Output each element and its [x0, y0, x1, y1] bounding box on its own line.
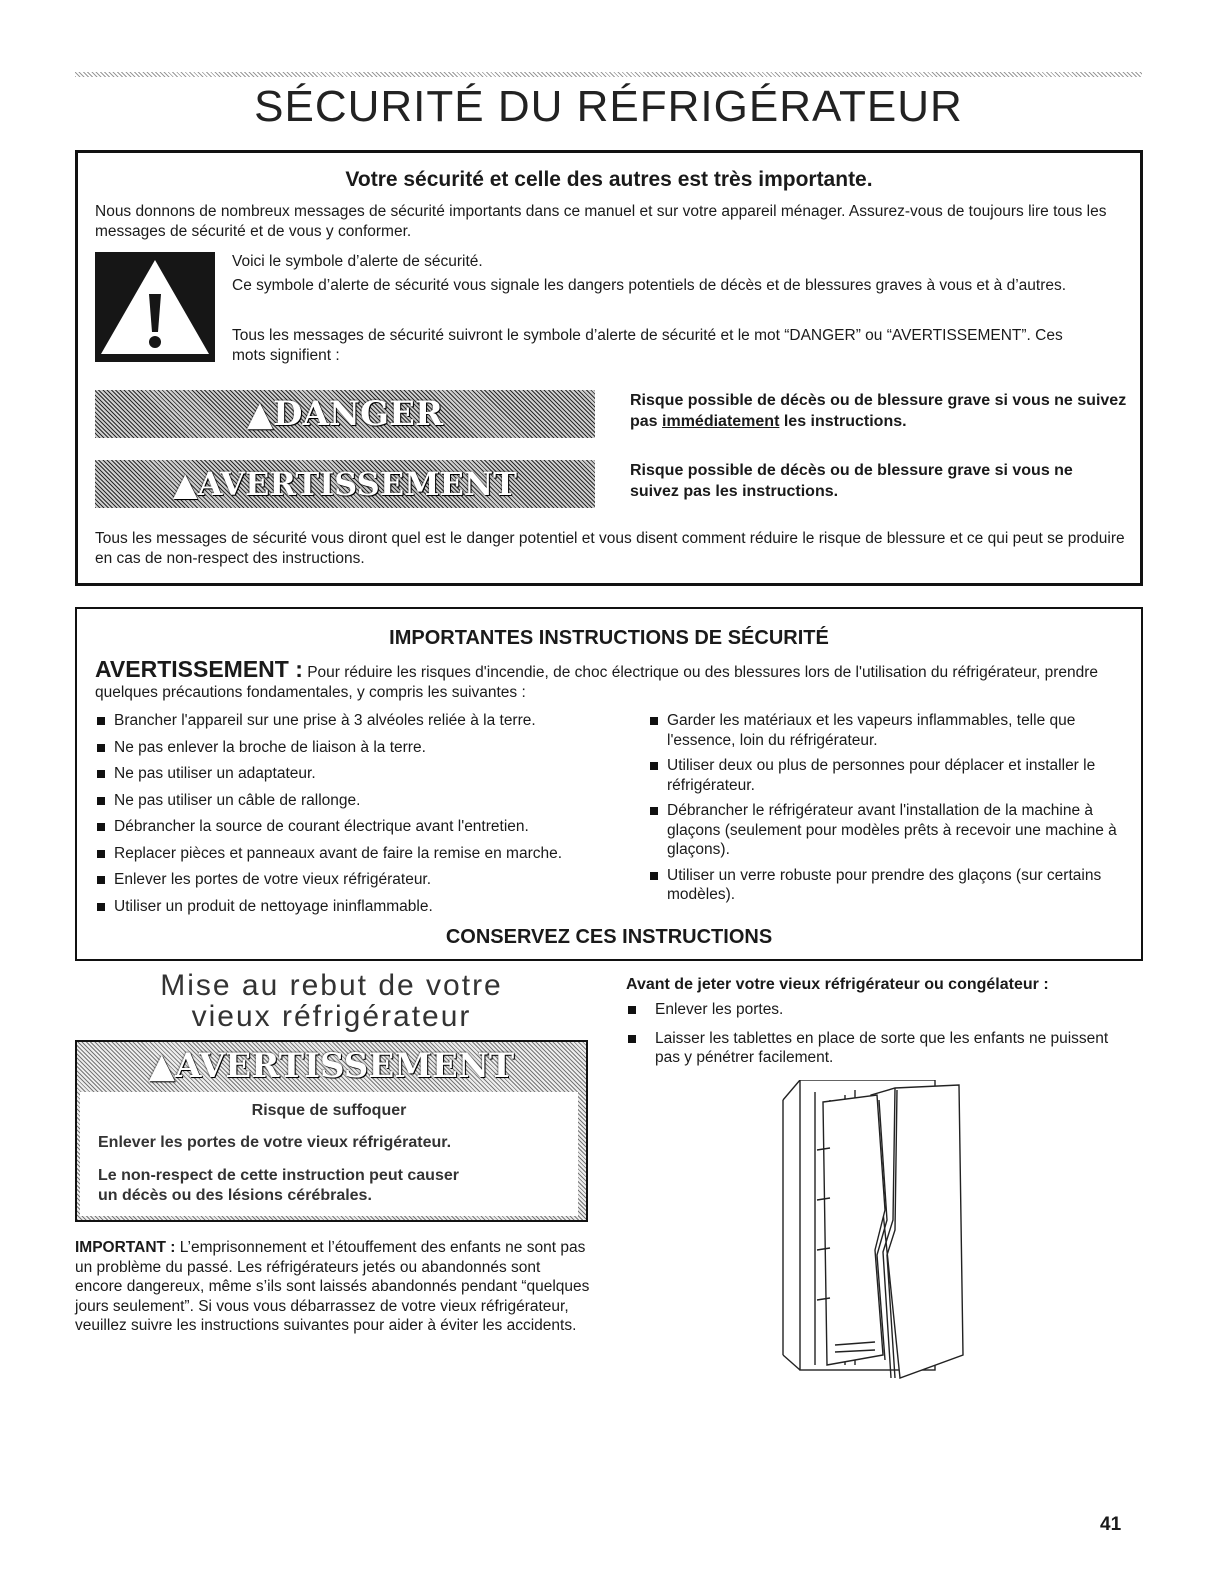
alert-triangle-icon: ▲ — [148, 1046, 175, 1086]
disposal-instruction: Enlever les portes de votre vieux réfrigérateur. — [98, 1134, 452, 1151]
left-instructions-list — [97, 711, 637, 916]
page-number: 41 — [1100, 1514, 1122, 1535]
warning-description: Risque possible de décès ou de blessure grave si vous ne suivez pas les instructions. — [630, 462, 1073, 500]
refrigerator-illustration — [775, 1080, 975, 1380]
alert-triangle-icon: ▲ — [246, 394, 273, 434]
list-item: Ne pas utiliser un adaptateur. — [97, 764, 637, 784]
safety-outro: Tous les messages de sécurité vous diront quel est le danger potentiel et vous disent comment réduire le risque de blessure et ce qui peut se produire en cas de non-respect des instructions. — [95, 530, 1125, 567]
list-item: Ne pas utiliser un câble de rallonge. — [97, 791, 637, 811]
warning-text: Pour réduire les risques d'incendie, de choc électrique ou des blessures lors de l'utilisation du réfrigérateur, prendre quelques précautions fondamentales, y compris les suivantes : — [95, 664, 1099, 701]
warning-banner — [95, 460, 595, 508]
list-item: Débrancher la source de courant électrique avant l'entretien. — [97, 817, 637, 837]
list-item: Débrancher le réfrigérateur avant l'installation de la machine à glaçons (seulement pour modèles prêts à recevoir une machine à glaçons). — [650, 801, 1120, 860]
right-instructions-list — [650, 711, 1120, 905]
disposal-heading: Mise au rebut de votre vieux réfrigérateur — [160, 969, 503, 1033]
disposal-warning-panel — [75, 1040, 588, 1222]
list-item: Garder les matériaux et les vapeurs inflammables, telle que l'essence, loin du réfrigérateur. — [650, 711, 1120, 750]
warning-triangle-icon — [95, 252, 215, 362]
safety-intro: Nous donnons de nombreux messages de sécurité importants dans ce manuel et sur votre appareil ménager. Assurez-vous de toujours lire tous les messages de sécurité et de vous y conformer. — [95, 203, 1107, 240]
top-rule — [75, 72, 1142, 77]
danger-banner — [95, 390, 595, 438]
alert-triangle-icon: ▲ — [173, 465, 198, 503]
instructions-heading: IMPORTANTES INSTRUCTIONS DE SÉCURITÉ — [389, 627, 829, 649]
safety-heading: Votre sécurité et celle des autres est très importante. — [345, 168, 873, 191]
refrigerator-icon — [775, 1080, 975, 1380]
list-item: Utiliser un produit de nettoyage ininflammable. — [97, 897, 637, 917]
disposal-consequence: Le non-respect de cette instruction peut causer un décès ou des lésions cérébrales. — [98, 1167, 459, 1204]
symbol-line: Voici le symbole d’alerte de sécurité. — [232, 253, 483, 270]
list-item: Laisser les tablettes en place de sorte que les enfants ne puissent pas y pénétrer facilement. — [628, 1029, 1118, 1068]
instructions-warning — [95, 656, 1125, 703]
symbol-description: Ce symbole d’alerte de sécurité vous signale les dangers potentiels de décès et de blessures graves à vous et à d’autres. — [232, 277, 1067, 294]
list-item: Utiliser un verre robuste pour prendre des glaçons (sur certains modèles). — [650, 866, 1120, 905]
warning-label: AVERTISSEMENT — [197, 465, 517, 503]
list-item: Utiliser deux ou plus de personnes pour déplacer et installer le réfrigérateur. — [650, 756, 1120, 795]
important-paragraph: IMPORTANT : L’emprisonnement et l’étouffement des enfants ne sont pas un problème du passé. Les réfrigérateurs jetés ou abandonnés sont encore dangereux, même s’ils sont laissés abandonnés pendant “quelques jours seulement”. Si vous vous débarrassez de votre vieux réfrigérateur, veuillez suivre les instructions suivantes pour aider à éviter les accidents. — [75, 1239, 590, 1334]
list-item: Ne pas enlever la broche de liaison à la terre. — [97, 738, 637, 758]
danger-description: Risque possible de décès ou de blessure grave si vous ne suivez pas immédiatement les instructions. — [630, 392, 1127, 430]
danger-label: DANGER — [273, 394, 444, 434]
disposal-warning-label: AVERTISSEMENT — [174, 1046, 515, 1086]
alert-symbol — [95, 252, 215, 362]
before-list — [628, 1000, 1118, 1068]
signal-words-description: Tous les messages de sécurité suivront le symbole d’alerte de sécurité et le mot “DANGER” ou “AVERTISSEMENT”. Ces mots signifient : — [232, 327, 1063, 364]
list-item: Brancher l'appareil sur une prise à 3 alvéoles reliée à la terre. — [97, 711, 637, 731]
list-item: Replacer pièces et panneaux avant de faire la remise en marche. — [97, 844, 637, 864]
page-title: SÉCURITÉ DU RÉFRIGÉRATEUR — [254, 82, 963, 131]
before-heading: Avant de jeter votre vieux réfrigérateur ou congélateur : — [626, 976, 1049, 993]
risk-title: Risque de suffoquer — [251, 1102, 407, 1119]
warning-word: AVERTISSEMENT : — [95, 656, 303, 682]
list-item: Enlever les portes de votre vieux réfrigérateur. — [97, 870, 637, 890]
list-item: Enlever les portes. — [628, 1000, 1118, 1020]
conserve-instructions: CONSERVEZ CES INSTRUCTIONS — [445, 926, 773, 948]
